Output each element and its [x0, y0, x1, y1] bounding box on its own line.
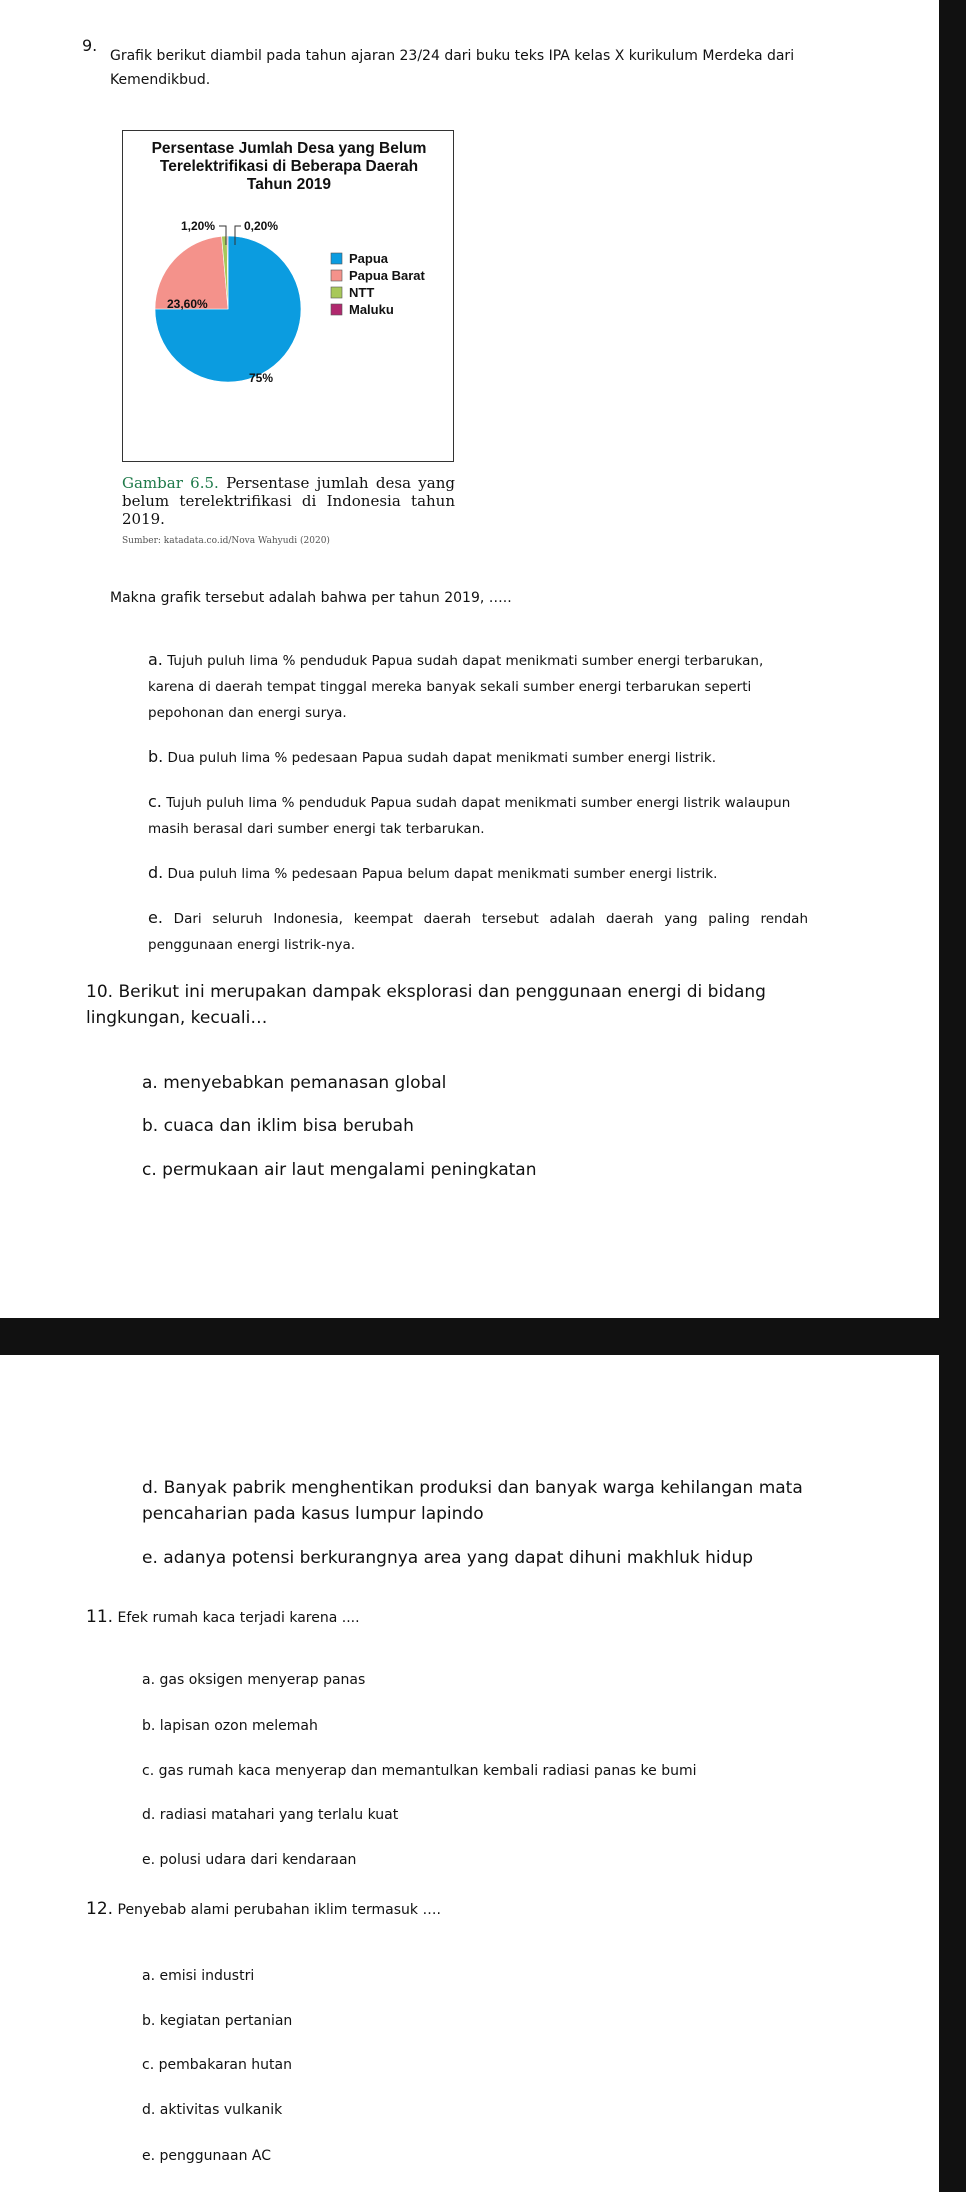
option-letter: e. [148, 908, 163, 927]
option-letter: c. [142, 1763, 155, 1779]
option-text: adanya potensi berkurangnya area yang dapat dihuni makhluk hidup [163, 1548, 754, 1568]
chart-legend [331, 251, 426, 317]
q11-option-a[interactable] [142, 1667, 365, 1693]
option-text: Tujuh puluh lima % penduduk Papua sudah dapat menikmati sumber energi listrik walaupun masih berasal dari sumber energi tak terbarukan. [148, 795, 791, 837]
option-letter: c. [142, 1160, 157, 1180]
q12-option-d[interactable] [142, 2097, 282, 2123]
legend-swatch-maluku [331, 304, 342, 315]
q12-option-c[interactable] [142, 2052, 292, 2078]
q12-option-e[interactable] [142, 2143, 271, 2169]
q9-stem: Makna grafik tersebut adalah bahwa per tahun 2019, ….. [110, 590, 512, 606]
option-letter: c. [148, 792, 162, 811]
q10-text: Berikut ini merupakan dampak eksplorasi dan penggunaan energi di bidang lingkungan, kecuali… [86, 982, 766, 1028]
option-text: radiasi matahari yang terlalu kuat [159, 1807, 399, 1823]
option-text: Dua puluh lima % pedesaan Papua belum dapat menikmati sumber energi listrik. [167, 866, 718, 882]
option-letter: b. [142, 1116, 159, 1136]
option-letter: b. [142, 1718, 156, 1734]
pie-label-maluku: 0,20% [244, 219, 279, 233]
q12-question [86, 1896, 441, 1923]
caption-text: Persentase jumlah desa yang belum terelektrifikasi di Indonesia tahun 2019. [122, 474, 455, 528]
legend-label-papua-barat: Papua Barat [349, 268, 425, 283]
legend-label-maluku: Maluku [349, 302, 394, 317]
q10-option-a[interactable] [142, 1070, 446, 1096]
option-letter: e. [142, 1852, 156, 1868]
q9-option-d[interactable] [148, 860, 808, 887]
q12-option-a[interactable] [142, 1963, 254, 1989]
option-text: Tujuh puluh lima % penduduk Papua sudah dapat menikmati sumber energi terbarukan, karena di daerah tempat tinggal mereka banyak sekali sumber energi terbarukan seperti pepohonan dan energi surya. [148, 653, 764, 721]
option-text: lapisan ozon melemah [159, 1718, 318, 1734]
option-text: cuaca dan iklim bisa berubah [163, 1116, 414, 1136]
q11-question [86, 1604, 360, 1631]
q11-option-e[interactable] [142, 1847, 356, 1873]
q9-text: Grafik berikut diambil pada tahun ajaran 23/24 dari buku teks IPA kelas X kurikulum Merdeka dari Kemendikbud. [110, 48, 795, 88]
pie-label-papua-barat: 23,60% [167, 297, 208, 311]
option-text: gas oksigen menyerap panas [159, 1672, 366, 1688]
q9-option-e[interactable] [148, 905, 808, 958]
option-letter: e. [142, 1548, 158, 1568]
option-letter: e. [142, 2148, 156, 2164]
caption-label: Gambar 6.5. [122, 474, 219, 492]
pie-label-ntt: 1,20% [180, 219, 215, 233]
option-text: menyebabkan pemanasan global [163, 1073, 447, 1093]
figure-caption [122, 474, 455, 528]
option-text: permukaan air laut mengalami peningkatan [162, 1160, 537, 1180]
chart-title-line-1: Persentase Jumlah Desa yang Belum [151, 140, 427, 157]
q10-option-d[interactable] [142, 1475, 812, 1527]
right-dark-strip [939, 0, 966, 2192]
pie-chart [123, 131, 453, 461]
page-divider-band [0, 1318, 966, 1355]
chart-figure [122, 130, 454, 462]
legend-swatch-papua [331, 253, 342, 264]
q12-number: 12. [86, 1899, 114, 1919]
q9-option-c[interactable] [148, 789, 808, 842]
legend-swatch-papua-barat [331, 270, 342, 281]
chart-title-line-3: Tahun 2019 [246, 176, 332, 193]
option-text: penggunaan AC [159, 2148, 272, 2164]
option-letter: a. [142, 1968, 156, 1984]
option-letter: d. [142, 2102, 156, 2118]
option-letter: d. [148, 863, 164, 882]
option-text: Dua puluh lima % pedesaan Papua sudah dapat menikmati sumber energi listrik. [167, 750, 717, 766]
q11-option-c[interactable] [142, 1758, 697, 1784]
q10-option-e[interactable] [142, 1545, 842, 1571]
q11-text: Efek rumah kaca terjadi karena .... [117, 1610, 360, 1626]
q9-option-a[interactable] [148, 647, 808, 726]
option-letter: b. [148, 747, 164, 766]
q9-number: 9. [82, 36, 98, 55]
legend-label-ntt: NTT [349, 285, 375, 300]
q11-option-d[interactable] [142, 1802, 398, 1828]
figure-source: Sumber: katadata.co.id/Nova Wahyudi (2020) [122, 536, 330, 546]
option-text: kegiatan pertanian [159, 2013, 293, 2029]
option-text: aktivitas vulkanik [159, 2102, 283, 2118]
option-text: emisi industri [159, 1968, 255, 1984]
option-letter: c. [142, 2057, 155, 2073]
q12-text: Penyebab alami perubahan iklim termasuk …. [117, 1902, 441, 1918]
option-letter: a. [142, 1073, 158, 1093]
q9-option-b[interactable] [148, 744, 808, 771]
q10-number: 10. [86, 982, 114, 1002]
option-text: Dari seluruh Indonesia, keempat daerah tersebut adalah daerah yang paling rendah penggunaan energi listrik-nya. [148, 911, 809, 953]
option-text: Banyak pabrik menghentikan produksi dan banyak warga kehilangan mata pencaharian pada kasus lumpur lapindo [142, 1478, 803, 1524]
option-text: pembakaran hutan [158, 2057, 292, 2073]
legend-label-papua: Papua [349, 251, 389, 266]
q11-number: 11. [86, 1607, 114, 1627]
q10-question [86, 979, 786, 1031]
pie-label-papua: 75% [249, 371, 274, 385]
option-text: polusi udara dari kendaraan [159, 1852, 357, 1868]
option-letter: d. [142, 1807, 156, 1823]
option-text: gas rumah kaca menyerap dan memantulkan kembali radiasi panas ke bumi [158, 1763, 697, 1779]
legend-swatch-ntt [331, 287, 342, 298]
q12-option-b[interactable] [142, 2008, 292, 2034]
option-letter: a. [148, 650, 163, 669]
option-letter: a. [142, 1672, 156, 1688]
chart-title-line-2: Terelektrifikasi di Beberapa Daerah [159, 158, 419, 175]
q10-option-c[interactable] [142, 1157, 537, 1183]
option-letter: b. [142, 2013, 156, 2029]
q11-option-b[interactable] [142, 1713, 318, 1739]
option-letter: d. [142, 1478, 159, 1498]
q10-option-b[interactable] [142, 1113, 414, 1139]
